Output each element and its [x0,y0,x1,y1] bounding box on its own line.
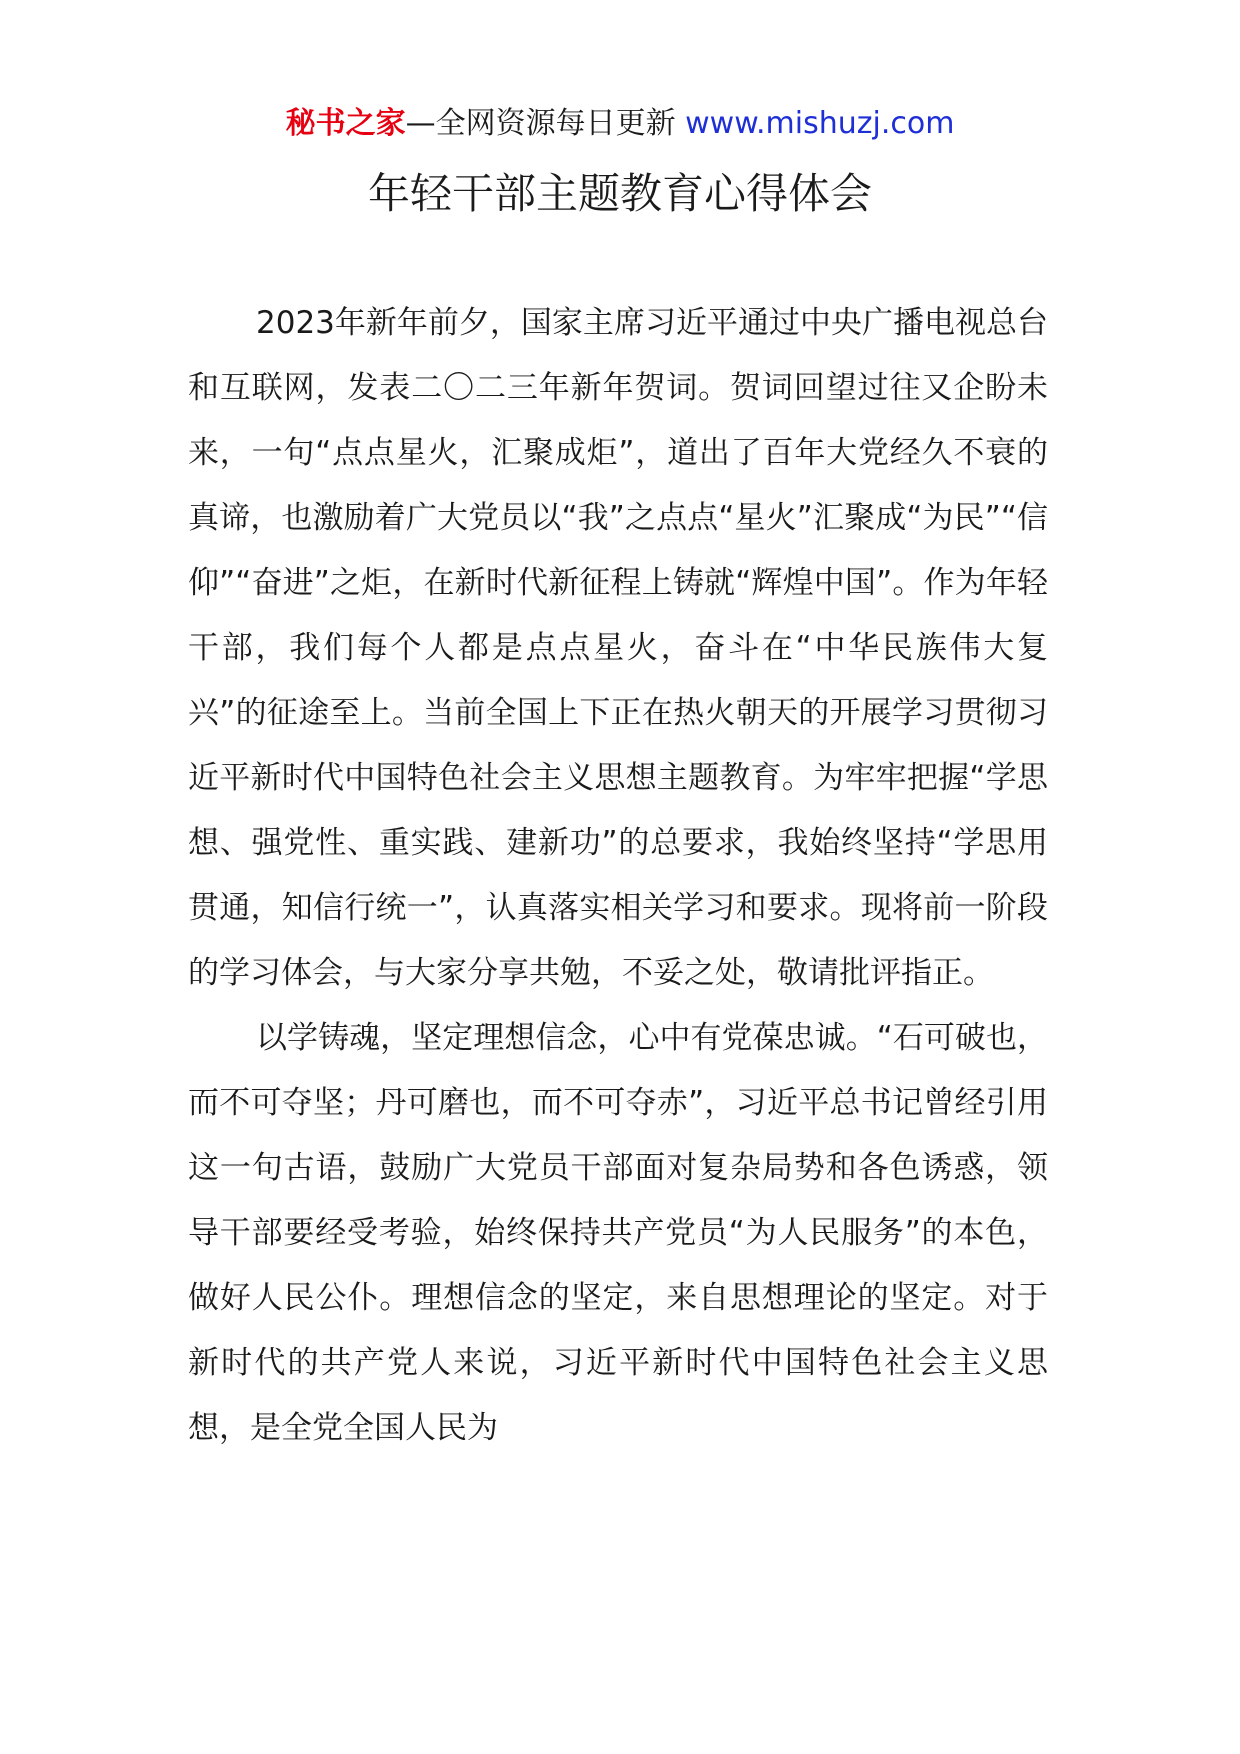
site-header [0,104,1240,144]
document-title: 年轻干部主题教育心得体会 [367,169,872,218]
document-body [188,291,1048,1461]
site-brand: 秘书之家 [285,106,406,141]
body-paragraph-2: 以学铸魂，坚定理想信念，心中有党葆忠诚。“石可破也，而不可夺坚；丹可磨也，而不可夺赤”，习近平总书记曾经引用这一句古语，鼓励广大党员干部面对复杂局势和各色诱惑，领导干部要经受考验，始终保持共产党员“为人民服务”的本色，做好人民公仆。理想信念的坚定，来自思想理论的坚定。对于新时代的共产党人来说，习近平新时代中国特色社会主义思想，是全党全国人民为 [188,1020,1048,1446]
site-url-link[interactable]: www.mishuzj.com [685,106,955,141]
site-tagline: —全网资源每日更新 [405,106,676,141]
body-paragraph-1: 2023年新年前夕，国家主席习近平通过中央广播电视总台和互联网，发表二〇二三年新年贺词。贺词回望过往又企盼未来，一句“点点星火，汇聚成炬”，道出了百年大党经久不衰的真谛，也激励着广大党员以“我”之点点“星火”汇聚成“为民”“信仰”“奋进”之炬，在新时代新征程上铸就“辉煌中国”。作为年轻干部，我们每个人都是点点星火，奋斗在“中华民族伟大复兴”的征途至上。当前全国上下正在热火朝天的开展学习贯彻习近平新时代中国特色社会主义思想主题教育。为牢牢把握“学思想、强党性、重实践、建新功”的总要求，我始终坚持“学思用贯通，知信行统一”，认真落实相关学习和要求。现将前一阶段的学习体会，与大家分享共勉，不妥之处，敬请批评指正。 [188,305,1048,991]
